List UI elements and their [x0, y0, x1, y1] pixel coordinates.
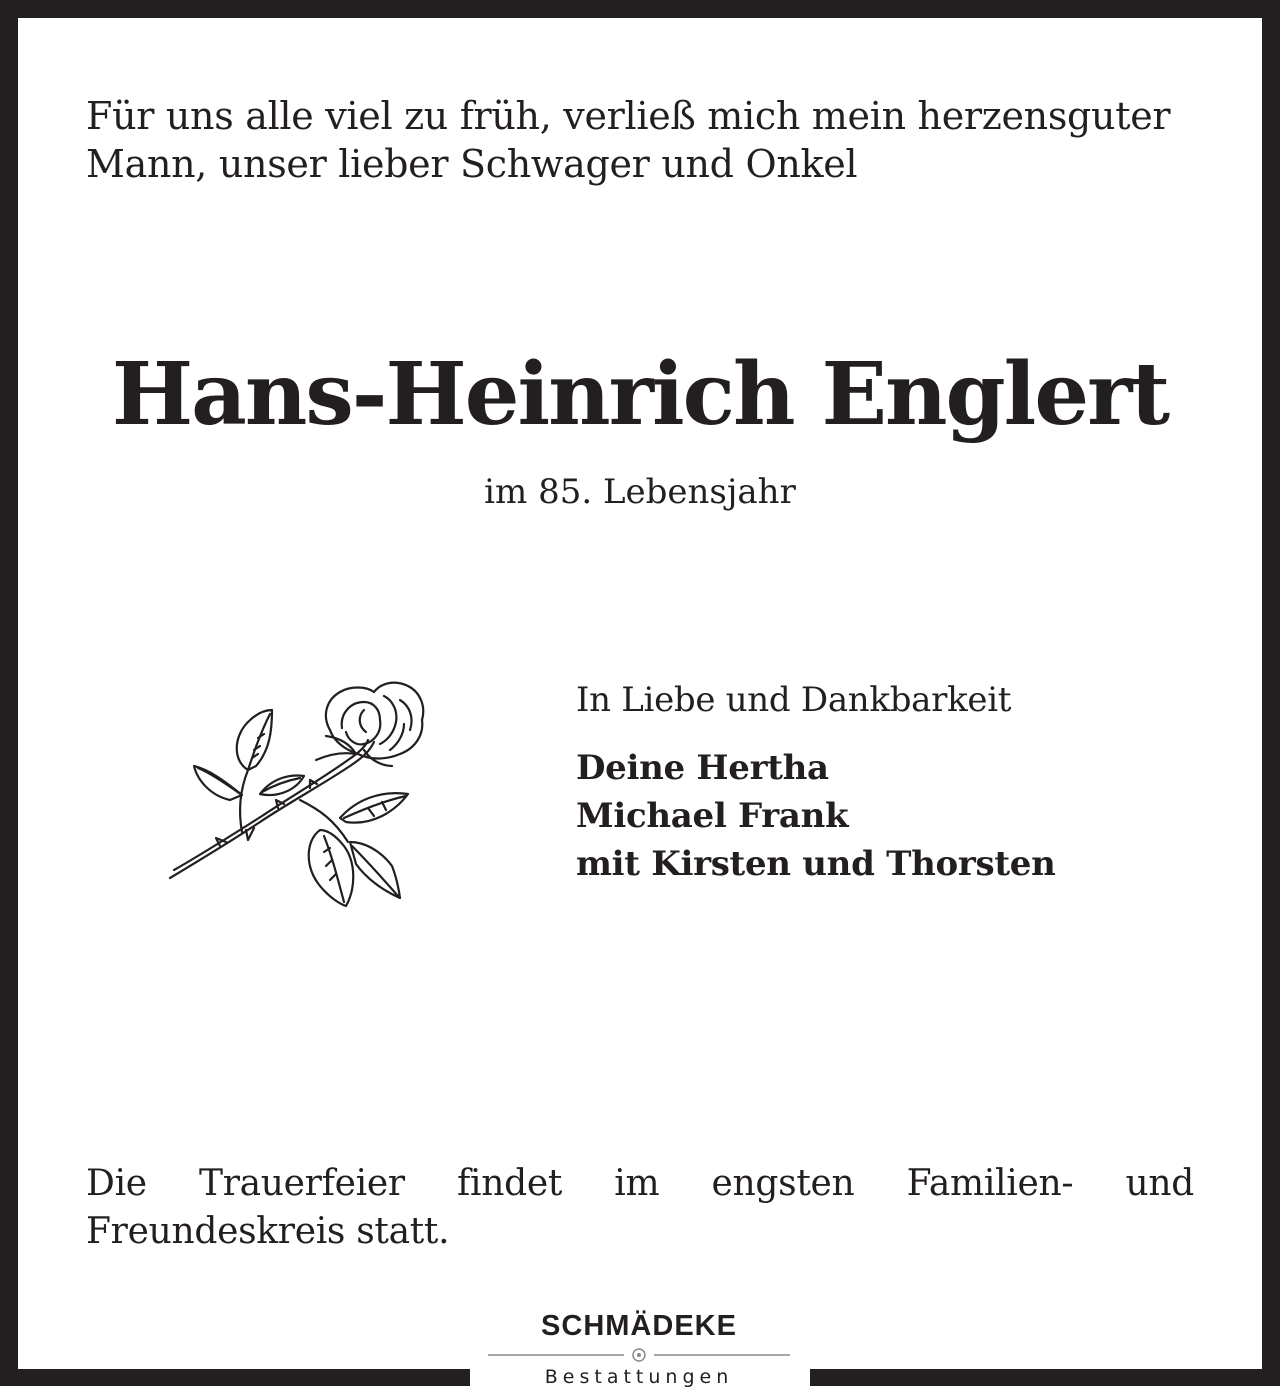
intro-text: [86, 92, 1196, 188]
intro-line-1: Für uns alle viel zu früh, verließ mich mein herzensguter: [86, 94, 1171, 138]
mourner-name: Michael Frank: [576, 796, 849, 836]
rose-drawing-icon: [160, 670, 440, 915]
border-top: [0, 0, 1280, 18]
logo-subtitle: Bestattungen: [544, 1366, 734, 1388]
mourners-list: [576, 744, 1216, 888]
deceased-name: Hans-Heinrich Englert: [111, 344, 1169, 445]
age-text: im 85. Lebensjahr: [484, 472, 796, 512]
funeral-home-logo: [486, 1308, 792, 1399]
logo-name: SCHMÄDEKE: [541, 1310, 737, 1342]
border-left: [0, 0, 18, 1386]
mourner-name: mit Kirsten und Thorsten: [576, 844, 1056, 884]
border-right: [1262, 0, 1280, 1386]
border-bottom-right: [810, 1369, 1280, 1386]
funeral-note: Die Trauerfeier findet im engsten Familien- und Freundeskreis statt.: [86, 1163, 1194, 1252]
intro-line-2: Mann, unser lieber Schwager und Onkel: [86, 142, 858, 186]
greeting-text: In Liebe und Dankbarkeit: [576, 680, 1012, 720]
border-bottom-left: [0, 1369, 470, 1386]
signoff: [576, 676, 1216, 888]
logo-ornament-icon: [486, 1346, 792, 1364]
mourner-name: Deine Hertha: [576, 748, 829, 788]
